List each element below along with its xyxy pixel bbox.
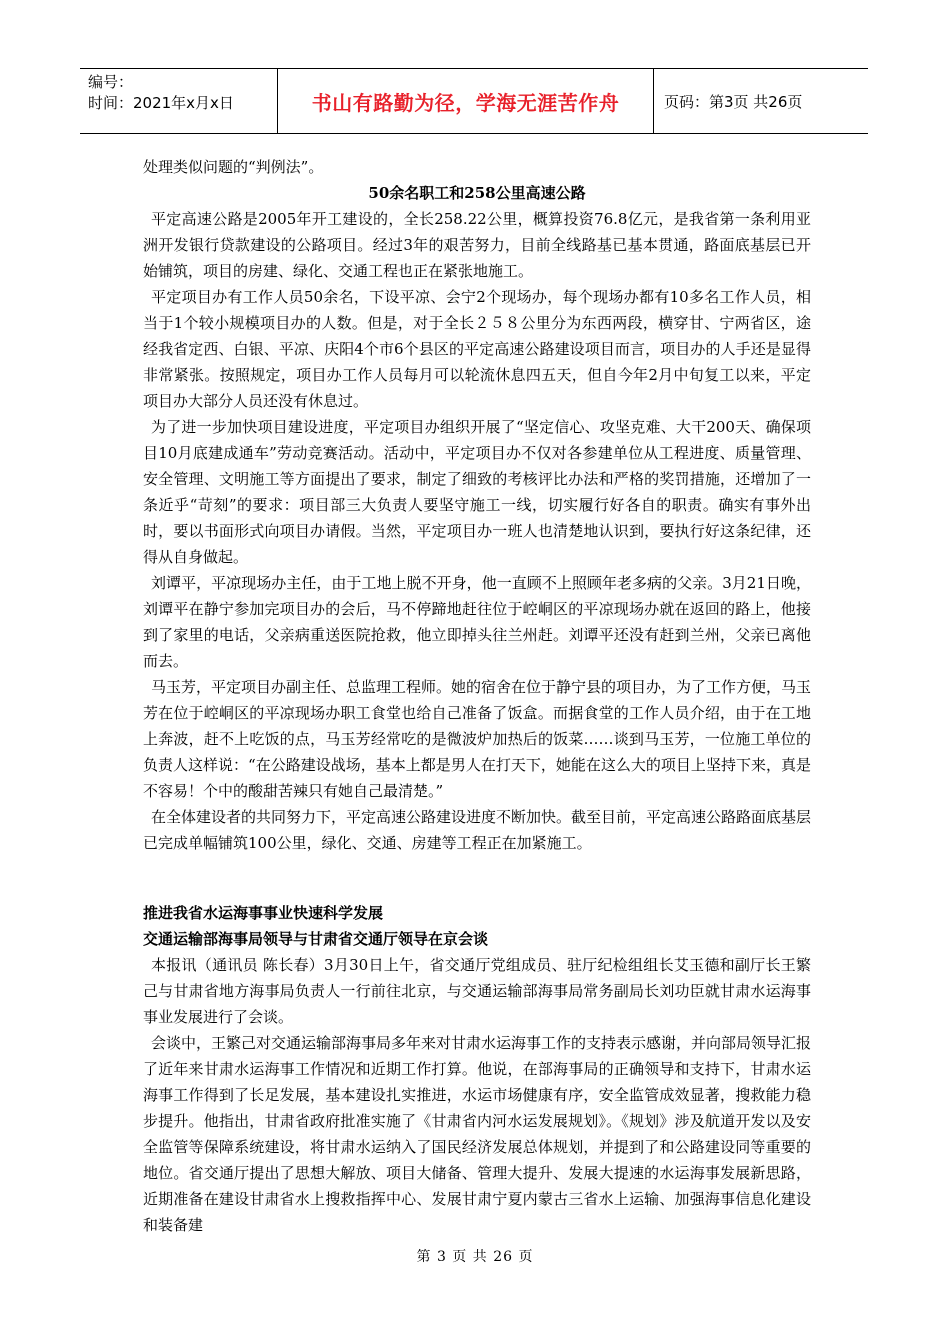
article-subheading: 交通运输部海事局领导与甘肃省交通厅领导在京会谈 [143, 930, 489, 948]
document-body [143, 154, 811, 1238]
paragraph: 本报讯（通讯员 陈长春）3月30日上午，省交通厅党组成员、驻厅纪检组组长艾玉德和副厅长王繁己与甘肃省地方海事局负责人一行前往北京，与交通运输部海事局常务副局长刘功臣就甘肃水运海事事业发展进行了会谈。 [143, 956, 811, 1026]
document-number-label: 编号： [88, 73, 134, 91]
header-meta [80, 69, 278, 133]
paragraph: 平定高速公路是2005年开工建设的，全长258.22公里，概算投资76.8亿元，是我省第一条利用亚洲开发银行贷款建设的公路项目。经过3年的艰苦努力，目前全线路基已基本贯通，路面底基层已开始铺筑，项目的房建、绿化、交通工程也正在紧张地施工。 [143, 210, 811, 280]
paragraph: 马玉芳，平定项目办副主任、总监理工程师。她的宿舍在位于静宁县的项目办，为了工作方便，马玉芳在位于崆峒区的平凉现场办职工食堂也给自己准备了饭盒。而据食堂的工作人员介绍，由于在工地上奔波，赶不上吃饭的点，马玉芳经常吃的是微波炉加热后的饭菜……谈到马玉芳，一位施工单位的负责人这样说：“在公路建设战场，基本上都是男人在打天下，她能在这么大的项目上坚持下来，真是不容易！个中的酸甜苦辣只有她自己最清楚。” [143, 678, 812, 800]
paragraph: 为了进一步加快项目建设进度，平定项目办组织开展了“坚定信心、攻坚克难、大干200天、确保项目10月底建成通车”劳动竞赛活动。活动中，平定项目办不仅对各参建单位从工程进度、质量管理、安全管理、文明施工等方面提出了要求，制定了细致的考核评比办法和严格的奖罚措施，还增加了一条近乎“苛刻”的要求：项目部三大负责人要坚守施工一线，切实履行好各自的职责。确实有事外出时，要以书面形式向项目办请假。当然，平定项目办一班人也清楚地认识到，要执行好这条纪律，还得从自身做起。 [143, 418, 811, 566]
document-time-label: 时间：2021年x月x日 [88, 94, 234, 112]
blank-line [143, 882, 811, 900]
paragraph: 在全体建设者的共同努力下，平定高速公路建设进度不断加快。截至目前，平定高速公路路面底基层已完成单幅铺筑100公里，绿化、交通、房建等工程正在加紧施工。 [143, 808, 812, 852]
blank-line [143, 856, 811, 882]
paragraph: 平定项目办有工作人员50余名，下设平凉、会宁2个现场办，每个现场办都有10多名工作人员，相当于1个较小规模项目办的人数。但是，对于全长２５８公里分为东西两段，横穿甘、宁两省区，途经我省定西、白银、平凉、庆阳4个市6个县区的平定高速公路建设项目而言，项目办的人手还是显得非常紧张。按照规定，项目办工作人员每月可以轮流休息四五天，但自今年2月中旬复工以来，平定项目办大部分人员还没有休息过。 [143, 288, 811, 410]
header-motto: 书山有路勤为径，学海无涯苦作舟 [278, 69, 654, 133]
paragraph: 会谈中，王繁己对交通运输部海事局多年来对甘肃水运海事工作的支持表示感谢，并向部局领导汇报了近年来甘肃水运海事工作情况和近期工作打算。他说，在部海事局的正确领导和支持下，甘肃水运海事工作得到了长足发展，基本建设扎实推进，水运市场健康有序，安全监管成效显著，搜救能力稳步提升。他指出，甘肃省政府批准实施了《甘肃省内河水运发展规划》。《规划》涉及航道开发以及安全监管等保障系统建设，将甘肃水运纳入了国民经济发展总体规划，并提到了和公路建设同等重要的地位。省交通厅提出了思想大解放、项目大储备、管理大提升、发展大提速的水运海事发展新思路，近期准备在建设甘肃省水上搜救指挥中心、发展甘肃宁夏内蒙古三省水上运输、加强海事信息化建设和装备建 [143, 1034, 812, 1234]
article-heading: 推进我省水运海事事业快速科学发展 [143, 904, 384, 922]
page-footer: 第 3 页 共 26 页 [416, 1249, 534, 1265]
article-title: 50余名职工和258公里高速公路 [368, 184, 586, 202]
paragraph: 刘谭平，平凉现场办主任，由于工地上脱不开身，他一直顾不上照顾年老多病的父亲。3月21日晚，刘谭平在静宁参加完项目办的会后，马不停蹄地赶往位于崆峒区的平凉现场办就在返回的路上，他接到了家里的电话，父亲病重送医院抢救，他立即掉头往兰州赶。刘谭平还没有赶到兰州，父亲已离他而去。 [143, 574, 811, 670]
lead-line: 处理类似问题的“判例法”。 [143, 158, 324, 176]
page-header [80, 68, 868, 134]
header-page-info: 页码：第3页 共26页 [664, 92, 803, 111]
